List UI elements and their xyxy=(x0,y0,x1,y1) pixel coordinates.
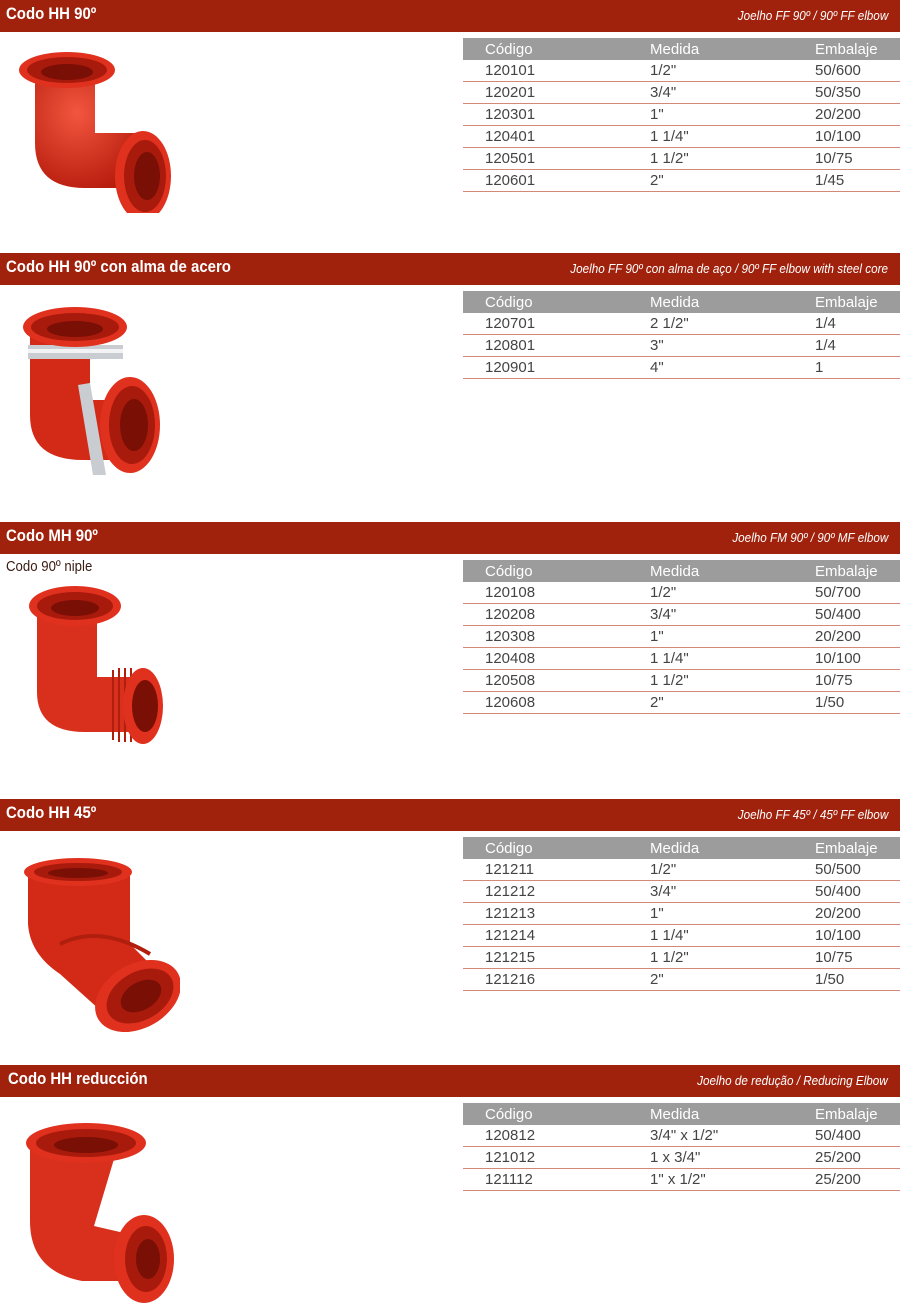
cell-medida: 3/4" xyxy=(628,604,793,626)
cell-codigo: 120301 xyxy=(463,104,628,126)
cell-codigo: 120601 xyxy=(463,170,628,192)
table-row xyxy=(463,947,900,969)
table-row xyxy=(463,626,900,648)
cell-codigo: 121212 xyxy=(463,881,628,903)
cell-medida: 3/4" x 1/2" xyxy=(628,1125,793,1147)
section-header-bar xyxy=(0,799,900,831)
cell-medida: 1 x 3/4" xyxy=(628,1147,793,1169)
cell-medida: 2 1/2" xyxy=(628,313,793,335)
column-header-embalaje: Embalaje xyxy=(793,560,900,582)
section-title: Codo HH reducción xyxy=(8,1069,148,1088)
table-row xyxy=(463,335,900,357)
section-subtitle: Joelho FM 90º / 90º MF elbow xyxy=(732,530,888,545)
table-row xyxy=(463,648,900,670)
spec-table xyxy=(463,38,900,192)
section-title: Codo HH 45º xyxy=(6,803,97,822)
cell-embalaje: 50/400 xyxy=(793,1125,900,1147)
table-row xyxy=(463,126,900,148)
table-row xyxy=(463,1147,900,1169)
cell-medida: 3/4" xyxy=(628,881,793,903)
column-header-medida: Medida xyxy=(628,560,793,582)
cell-medida: 1" xyxy=(628,903,793,925)
table-row xyxy=(463,670,900,692)
cell-medida: 1" x 1/2" xyxy=(628,1169,793,1191)
cell-medida: 1/2" xyxy=(628,60,793,82)
table-row xyxy=(463,604,900,626)
cell-embalaje: 10/100 xyxy=(793,925,900,947)
table-row xyxy=(463,357,900,379)
column-header-codigo: Código xyxy=(463,560,628,582)
cell-medida: 2" xyxy=(628,969,793,991)
section-subtitle: Joelho FF 45º / 45º FF elbow xyxy=(737,807,888,822)
cell-codigo: 121112 xyxy=(463,1169,628,1191)
cell-medida: 1" xyxy=(628,626,793,648)
cell-medida: 3/4" xyxy=(628,82,793,104)
spec-table xyxy=(463,1103,900,1191)
cell-embalaje: 50/700 xyxy=(793,582,900,604)
cell-embalaje: 25/200 xyxy=(793,1169,900,1191)
section-header-bar xyxy=(0,0,900,32)
column-header-medida: Medida xyxy=(628,1103,793,1125)
column-header-embalaje: Embalaje xyxy=(793,291,900,313)
section-subtitle: Joelho de redução / Reducing Elbow xyxy=(697,1073,888,1088)
cell-embalaje: 50/400 xyxy=(793,604,900,626)
table-row xyxy=(463,148,900,170)
section-note: Codo 90º niple xyxy=(6,558,93,575)
cell-codigo: 120201 xyxy=(463,82,628,104)
cell-embalaje: 10/75 xyxy=(793,670,900,692)
section-header-bar xyxy=(0,522,900,554)
section-subtitle: Joelho FF 90º con alma de aço / 90º FF elbow with steel core xyxy=(570,261,888,276)
cell-embalaje: 10/75 xyxy=(793,947,900,969)
cell-embalaje: 50/600 xyxy=(793,60,900,82)
cell-codigo: 120812 xyxy=(463,1125,628,1147)
cell-medida: 1 1/4" xyxy=(628,648,793,670)
cell-embalaje: 1/50 xyxy=(793,969,900,991)
column-header-medida: Medida xyxy=(628,837,793,859)
column-header-medida: Medida xyxy=(628,38,793,60)
cell-embalaje: 1/4 xyxy=(793,335,900,357)
cell-medida: 3" xyxy=(628,335,793,357)
cell-embalaje: 10/100 xyxy=(793,126,900,148)
section-title: Codo HH 90º xyxy=(6,4,97,23)
cell-codigo: 121211 xyxy=(463,859,628,881)
spec-table xyxy=(463,291,900,379)
cell-codigo: 121215 xyxy=(463,947,628,969)
table-row xyxy=(463,925,900,947)
column-header-codigo: Código xyxy=(463,837,628,859)
column-header-codigo: Código xyxy=(463,291,628,313)
cell-codigo: 120408 xyxy=(463,648,628,670)
cell-codigo: 120108 xyxy=(463,582,628,604)
section-title: Codo MH 90º xyxy=(6,526,98,545)
cell-codigo: 120508 xyxy=(463,670,628,692)
cell-medida: 1 1/4" xyxy=(628,126,793,148)
cell-medida: 1 1/4" xyxy=(628,925,793,947)
cell-embalaje: 20/200 xyxy=(793,903,900,925)
section-header-bar xyxy=(0,1065,900,1097)
table-row xyxy=(463,969,900,991)
column-header-embalaje: Embalaje xyxy=(793,837,900,859)
cell-codigo: 121213 xyxy=(463,903,628,925)
cell-medida: 2" xyxy=(628,170,793,192)
cell-embalaje: 50/350 xyxy=(793,82,900,104)
cell-codigo: 120701 xyxy=(463,313,628,335)
cell-codigo: 120608 xyxy=(463,692,628,714)
cell-embalaje: 50/500 xyxy=(793,859,900,881)
table-row xyxy=(463,170,900,192)
cell-embalaje: 1/45 xyxy=(793,170,900,192)
cell-medida: 1" xyxy=(628,104,793,126)
cell-codigo: 120501 xyxy=(463,148,628,170)
spec-table xyxy=(463,560,900,714)
table-row xyxy=(463,104,900,126)
elbow-45-ff-image xyxy=(20,854,180,1034)
column-header-embalaje: Embalaje xyxy=(793,38,900,60)
table-header-row xyxy=(463,560,900,582)
section-subtitle: Joelho FF 90º / 90º FF elbow xyxy=(737,8,888,23)
table-row xyxy=(463,82,900,104)
cell-embalaje: 20/200 xyxy=(793,104,900,126)
cell-embalaje: 1 xyxy=(793,357,900,379)
table-row xyxy=(463,1169,900,1191)
table-header-row xyxy=(463,291,900,313)
column-header-codigo: Código xyxy=(463,1103,628,1125)
cell-codigo: 120901 xyxy=(463,357,628,379)
cell-embalaje: 1/4 xyxy=(793,313,900,335)
table-header-row xyxy=(463,837,900,859)
cell-medida: 1/2" xyxy=(628,582,793,604)
spec-table xyxy=(463,837,900,991)
cell-medida: 1/2" xyxy=(628,859,793,881)
cell-embalaje: 20/200 xyxy=(793,626,900,648)
cell-codigo: 121214 xyxy=(463,925,628,947)
table-row xyxy=(463,582,900,604)
table-row xyxy=(463,903,900,925)
column-header-codigo: Código xyxy=(463,38,628,60)
cell-medida: 4" xyxy=(628,357,793,379)
reducing-elbow-image xyxy=(22,1121,177,1306)
cell-codigo: 120801 xyxy=(463,335,628,357)
cell-medida: 1 1/2" xyxy=(628,670,793,692)
table-row xyxy=(463,692,900,714)
table-header-row xyxy=(463,38,900,60)
cell-codigo: 120101 xyxy=(463,60,628,82)
table-row xyxy=(463,313,900,335)
cell-embalaje: 50/400 xyxy=(793,881,900,903)
section-title: Codo HH 90º con alma de acero xyxy=(6,257,231,276)
elbow-90-steel-core-image xyxy=(18,305,168,475)
cell-medida: 1 1/2" xyxy=(628,148,793,170)
table-header-row xyxy=(463,1103,900,1125)
cell-embalaje: 10/100 xyxy=(793,648,900,670)
table-row xyxy=(463,881,900,903)
cell-embalaje: 25/200 xyxy=(793,1147,900,1169)
cell-codigo: 121012 xyxy=(463,1147,628,1169)
column-header-embalaje: Embalaje xyxy=(793,1103,900,1125)
table-row xyxy=(463,859,900,881)
elbow-90-mf-image xyxy=(25,582,170,752)
cell-medida: 1 1/2" xyxy=(628,947,793,969)
cell-embalaje: 10/75 xyxy=(793,148,900,170)
cell-embalaje: 1/50 xyxy=(793,692,900,714)
cell-codigo: 120208 xyxy=(463,604,628,626)
section-header-bar xyxy=(0,253,900,285)
column-header-medida: Medida xyxy=(628,291,793,313)
elbow-90-ff-image xyxy=(15,48,185,213)
cell-codigo: 120401 xyxy=(463,126,628,148)
cell-codigo: 121216 xyxy=(463,969,628,991)
table-row xyxy=(463,1125,900,1147)
cell-medida: 2" xyxy=(628,692,793,714)
cell-codigo: 120308 xyxy=(463,626,628,648)
table-row xyxy=(463,60,900,82)
